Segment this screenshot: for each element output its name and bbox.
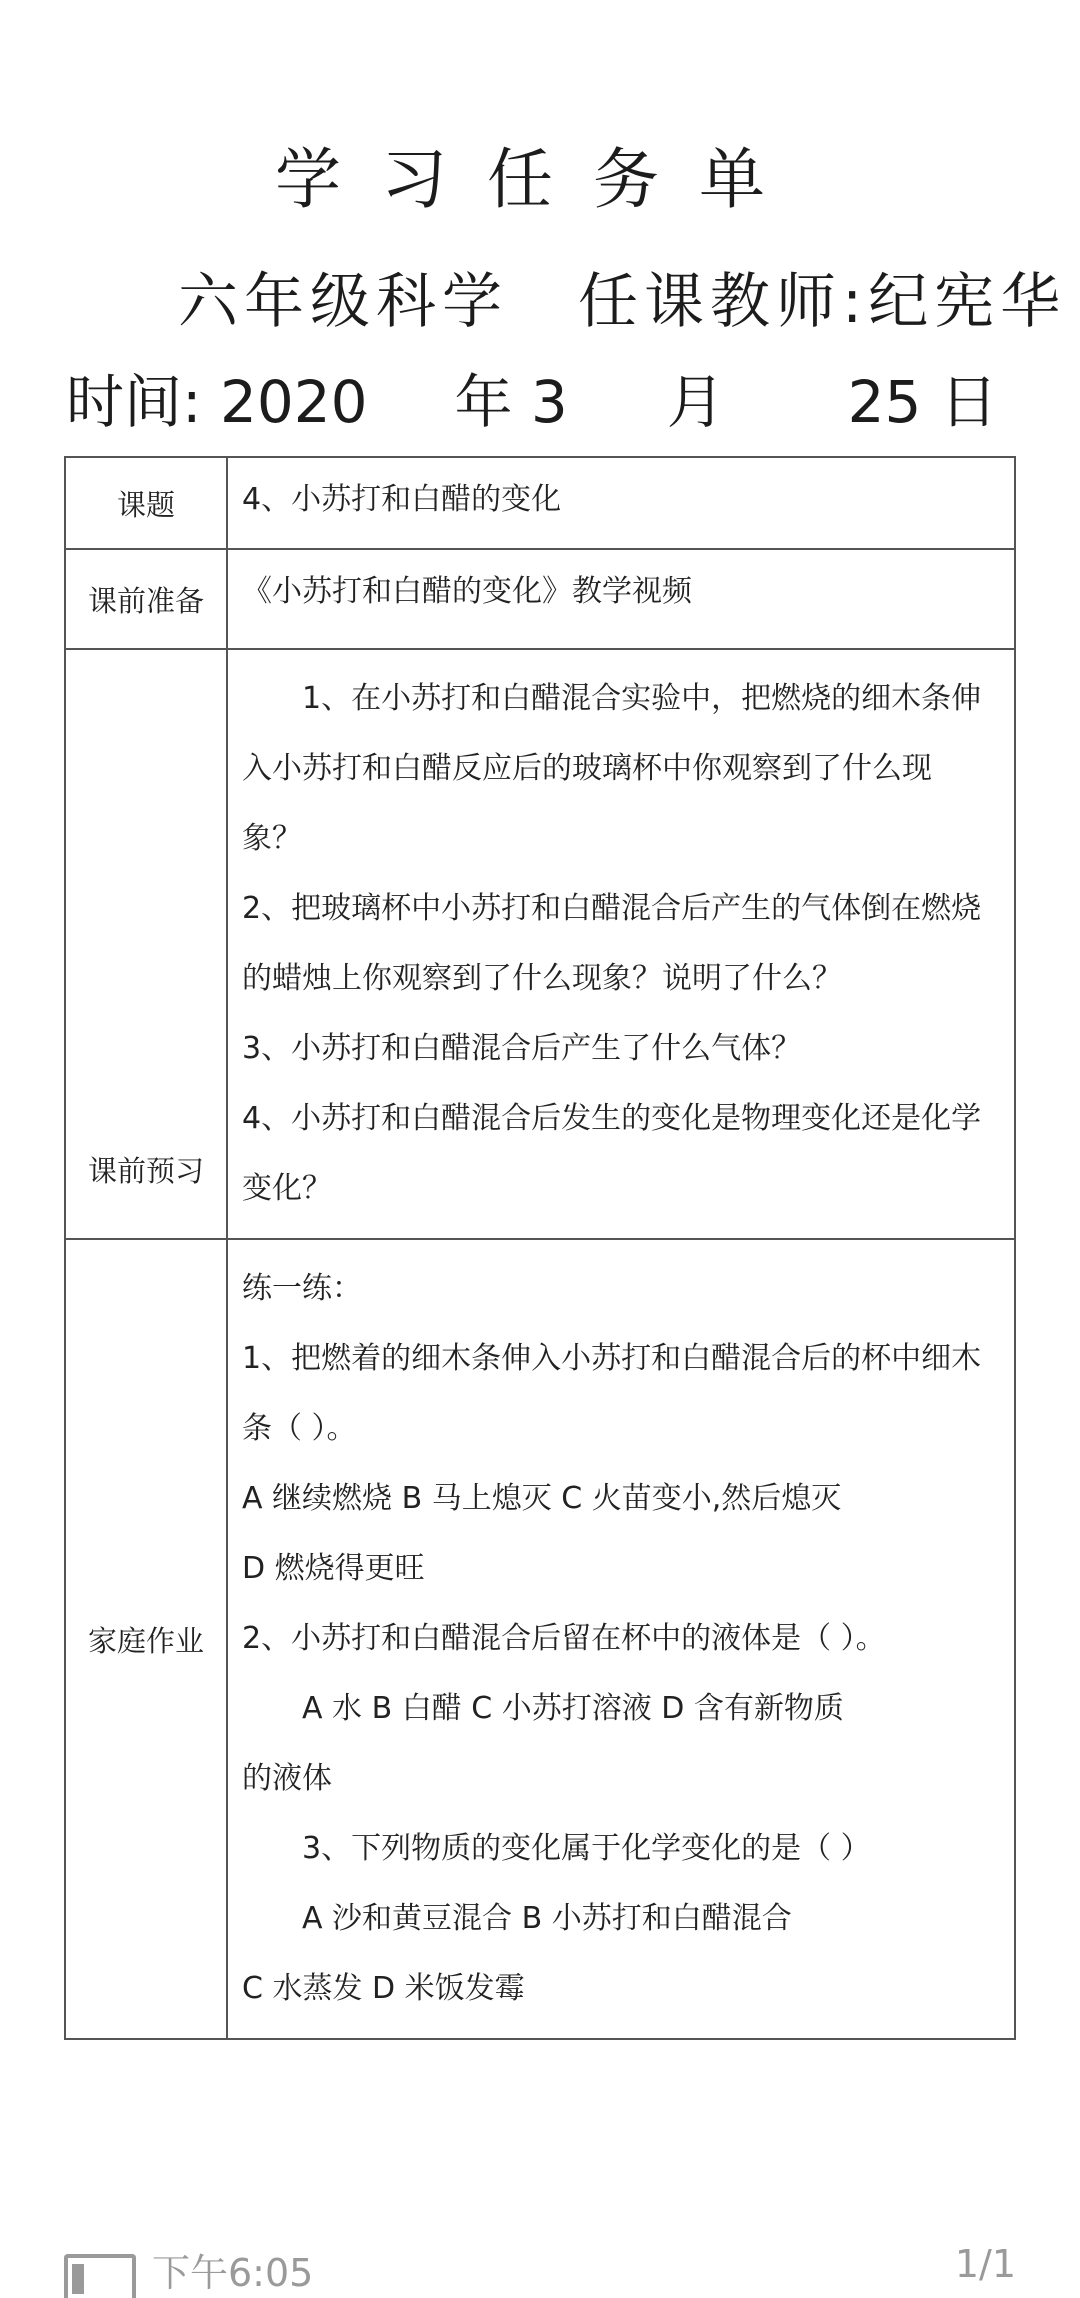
preview-line: 3、小苏打和白醋混合后产生了什么气体？ [242, 1031, 802, 1066]
row-content-homework [227, 1239, 1015, 2039]
page-indicator: 1/1 [954, 2242, 1016, 2286]
row-label-preview: 课前预习 [65, 649, 227, 1239]
preview-line: 2、把玻璃杯中小苏打和白醋混合后产生的气体倒在燃烧 [242, 891, 982, 926]
homework-line: 的液体 [242, 1761, 332, 1796]
homework-line: D 燃烧得更旺 [242, 1551, 425, 1586]
row-label-topic: 课题 [65, 457, 227, 549]
row-content-preview [227, 649, 1015, 1239]
preview-line: 的蜡烛上你观察到了什么现象？说明了什么？ [242, 961, 842, 996]
date-year-unit: 年 3 [454, 368, 568, 436]
row-content-preparation [227, 549, 1015, 649]
preview-line: 象？ [242, 821, 302, 856]
table-row [65, 1239, 1015, 2039]
homework-line: A 沙和黄豆混合 B 小苏打和白醋混合 [302, 1901, 792, 1936]
table-row [65, 549, 1015, 649]
preview-line: 1、在小苏打和白醋混合实验中，把燃烧的细木条伸 [302, 681, 982, 716]
homework-line: 3、下列物质的变化属于化学变化的是（ ） [302, 1831, 871, 1866]
homework-line: 条（ ）。 [242, 1411, 357, 1446]
footer-time: 下午6:05 [152, 2251, 314, 2295]
topic-text: 4、小苏打和白醋的变化 [242, 482, 562, 517]
row-label-homework: 家庭作业 [65, 1239, 227, 2039]
row-content-topic [227, 457, 1015, 549]
date-month-unit: 月 [666, 368, 725, 436]
preview-line: 4、小苏打和白醋混合后发生的变化是物理变化还是化学 [242, 1101, 982, 1136]
task-table [64, 456, 1016, 2040]
preparation-text: 《小苏打和白醋的变化》教学视频 [242, 574, 692, 609]
status-footer [0, 2240, 1080, 2295]
row-label-preparation: 课前准备 [65, 549, 227, 649]
homework-line: 练一练： [242, 1271, 362, 1306]
homework-line: A 水 B 白醋 C 小苏打溶液 D 含有新物质 [302, 1691, 844, 1726]
table-row [65, 649, 1015, 1239]
homework-line: C 水蒸发 D 米饭发霉 [242, 1971, 525, 2006]
preview-line: 入小苏打和白醋反应后的玻璃杯中你观察到了什么现 [242, 751, 932, 786]
date-label: 时间: 2020 [66, 368, 368, 436]
date-line [66, 362, 998, 442]
table-row [65, 457, 1015, 549]
document-icon [64, 2254, 136, 2298]
page-title: 学习任务单 [275, 141, 805, 218]
subject-text: 六年级科学 [178, 267, 508, 337]
subject-line [178, 262, 1066, 342]
teacher-text: 任课教师:纪宪华 [578, 267, 1067, 337]
homework-line: A 继续燃烧 B 马上熄灭 C 火苗变小,然后熄灭 [242, 1481, 842, 1516]
preview-line: 变化？ [242, 1171, 332, 1206]
date-day: 25 日 [847, 368, 998, 436]
homework-line: 2、小苏打和白醋混合后留在杯中的液体是（ ）。 [242, 1621, 886, 1656]
homework-line: 1、把燃着的细木条伸入小苏打和白醋混合后的杯中细木 [242, 1341, 982, 1376]
